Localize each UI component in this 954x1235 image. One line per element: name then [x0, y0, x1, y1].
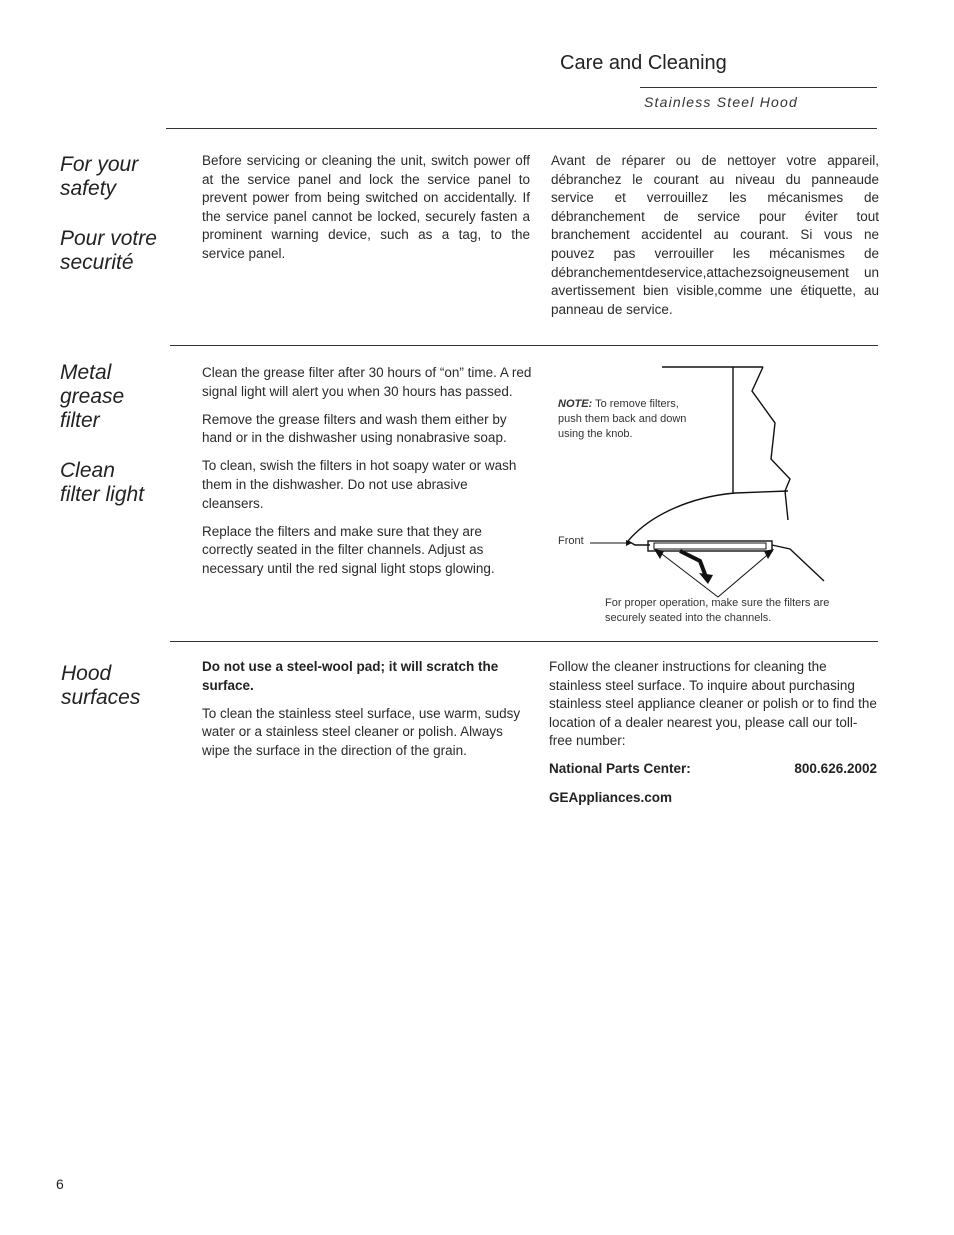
hood-left-column	[202, 658, 532, 770]
cleaner-instructions-text: Follow the cleaner instructions for cleaning the stainless steel surface. To inquire about purchasing stainless steel appliance cleaner or polish or to find the location of a dealer nearest you, please call our toll-free number:	[549, 659, 877, 749]
push-arrowhead	[699, 573, 713, 584]
push-direction-arrow	[680, 551, 706, 577]
parts-center-row	[549, 760, 877, 779]
section-divider-grease	[170, 345, 878, 346]
section-divider-hood	[170, 641, 878, 642]
page-title: Care and Cleaning	[560, 52, 727, 74]
steel-wool-warning: Do not use a steel-wool pad; it will scratch the surface.	[202, 659, 499, 693]
header-rule	[640, 87, 877, 88]
parts-center-phone: 800.626.2002	[794, 761, 877, 777]
website-link[interactable]: GEAppliances.com	[549, 789, 673, 805]
parts-center-label: National Parts Center:	[549, 761, 691, 777]
safety-heading-fr: Pour votre securité	[60, 227, 157, 274]
hood-right-column	[549, 658, 877, 807]
page-number: 6	[56, 1176, 64, 1192]
grease-paragraph: Replace the filters and make sure that they are correctly seated in the filter channels. Adjust as necessary until the red signal light stops glowing.	[202, 523, 495, 576]
stainless-cleaning-text: To clean the stainless steel surface, use warm, sudsy water or a stainless steel cleaner or polish. Always wipe the surface in the direction of the grain.	[202, 705, 521, 758]
safety-text-en: Before servicing or cleaning the unit, switch power off at the service panel and lock the service panel to prevent power from being switched on accidentally. If the service panel cannot be locked, securely fasten a prominent warning device, such as a tag, to the service panel.	[202, 153, 530, 261]
filter-panel	[654, 543, 766, 549]
note-label: NOTE:	[558, 398, 593, 410]
grease-filter-heading: Metal grease filter	[60, 361, 125, 432]
hood-right-side	[772, 545, 824, 581]
safety-heading-en: For your safety	[60, 153, 139, 200]
note-text: To remove filters, push them back and down using the knob.	[558, 398, 687, 440]
page-subtitle: Stainless Steel Hood	[644, 94, 798, 110]
caption-pointer-left	[658, 551, 772, 597]
grease-paragraph: Remove the grease filters and wash them either by hand or in the dishwasher using nonabrasive soap.	[202, 411, 507, 446]
grease-paragraph: To clean, swish the filters in hot soapy water or wash them in the dishwasher. Do not use abrasive cleansers.	[202, 458, 517, 511]
front-label: Front	[558, 535, 584, 547]
section-divider-top	[166, 128, 877, 129]
safety-text-fr: Avant de réparer ou de nettoyer votre appareil, débranchez le courant au niveau du panneaude service et verrouillez les mécanismes de débranchement de service pour éviter tout branchement accidentel au courant. Si vous ne pouvez pas verrouiller les mécanismes de débranchementdeservice,attachezsoigneusement un avertissement bien visible,comme une étiquette, au panneau de service.	[551, 153, 879, 317]
hood-canopy-curve	[628, 491, 788, 541]
hood-surfaces-heading: Hood surfaces	[61, 662, 141, 709]
filter-caption: For proper operation, make sure the filters are securely seated into the channels.	[605, 597, 830, 624]
grease-instructions	[202, 364, 532, 588]
grease-paragraph: Clean the grease filter after 30 hours of “on” time. A red signal light will alert you when 30 hours has passed.	[202, 365, 532, 399]
hood-break-line	[752, 367, 790, 520]
filter-light-heading: Clean filter light	[60, 459, 145, 506]
filter-note	[558, 397, 698, 442]
